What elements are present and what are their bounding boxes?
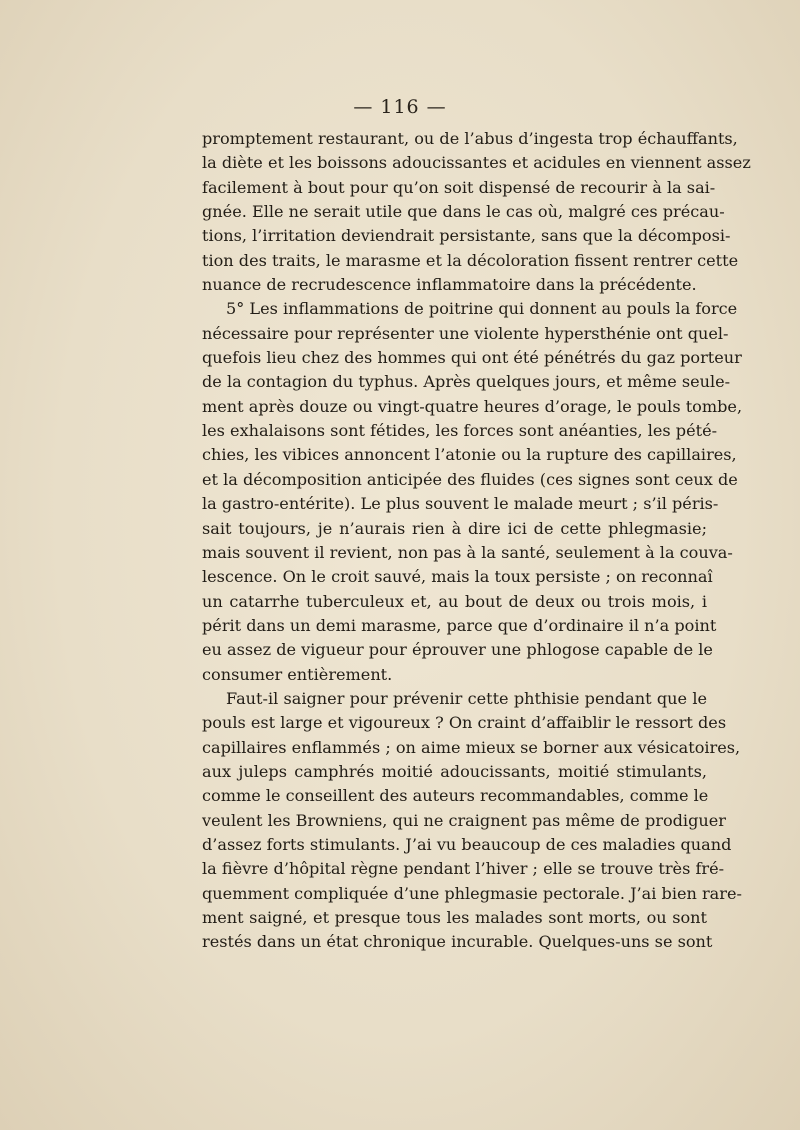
text-line: pouls est large et vigoureux ? On craint d’affaiblir le ressort des: [202, 713, 727, 733]
paragraph: [202, 127, 751, 297]
text-line: aux juleps camphrés moitié adoucissants, moitié stimulants,: [202, 761, 707, 781]
text-line: la gastro-entérite). Le plus souvent le malade meurt ; s’il péris-: [202, 494, 719, 514]
text-line: chies, les vibices annoncent l’atonie ou la rupture des capillaires,: [202, 445, 737, 465]
text-line: nécessaire pour représenter une violente hypersthénie ont quel-: [202, 323, 729, 343]
text-line: ment saigné, et presque tous les malades sont morts, ou sont: [202, 908, 707, 927]
text-line: restés dans un état chronique incurable. Quelques-uns se sont: [202, 932, 713, 952]
text-line: consumer entièrement.: [202, 664, 393, 684]
text-line: et la décomposition anticipée des fluides (ces signes sont ceux de: [202, 469, 738, 489]
text-line: quefois lieu chez des hommes qui ont été pénétrés du gaz porteur: [202, 348, 742, 368]
text-line: tion des traits, le marasme et la décoloration fissent rentrer cette: [202, 250, 739, 270]
text-line: un catarrhe tuberculeux et, au bout de deux ou trois mois, i: [202, 591, 707, 611]
text-line: mais souvent il revient, non pas à la santé, seulement à la couva-: [202, 542, 733, 562]
text-line: périt dans un demi marasme, parce que d’ordinaire il n’a point: [202, 615, 717, 635]
text-line: ment après douze ou vingt-quatre heures d’orage, le pouls tombe,: [202, 396, 743, 416]
text-line: tions, l’irritation deviendrait persistante, sans que la décomposi-: [202, 226, 731, 246]
text-line: facilement à bout pour qu’on soit dispensé de recourir à la sai-: [202, 177, 716, 197]
page-number: — 116 —: [353, 96, 447, 118]
text-line: promptement restaurant, ou de l’abus d’ingesta trop échauffants,: [202, 129, 738, 148]
text-line: lescence. On le croit sauvé, mais la toux persiste ; on reconnaî: [202, 567, 713, 587]
text-line: comme le conseillent des auteurs recommandables, comme le: [202, 786, 709, 806]
text-line: gnée. Elle ne serait utile que dans le cas où, malgré ces précau-: [202, 202, 725, 222]
text-line: de la contagion du typhus. Après quelques jours, et même seule-: [202, 372, 731, 392]
text-line: nuance de recrudescence inflammatoire dans la précédente.: [202, 275, 697, 295]
text-line: les exhalaisons sont fétides, les forces sont anéanties, les pété-: [202, 421, 718, 441]
text-line: Faut-il saigner pour prévenir cette phthisie pendant que le: [226, 688, 707, 708]
text-line: eu assez de vigueur pour éprouver une phlogose capable de le: [202, 640, 713, 660]
text-line: 5° Les inflammations de poitrine qui donnent au pouls la force: [226, 299, 738, 319]
text-line: d’assez forts stimulants. J’ai vu beaucoup de ces maladies quand: [202, 834, 732, 854]
text-line: capillaires enflammés ; on aime mieux se borner aux vésicatoires,: [202, 737, 741, 757]
text-line: la diète et les boissons adoucissantes et acidules en viennent assez: [202, 153, 751, 173]
paragraph: [202, 687, 742, 955]
paragraph: [202, 297, 743, 687]
text-line: quemment compliquée d’une phlegmasie pectorale. J’ai bien rare-: [202, 883, 742, 903]
text-line: la fièvre d’hôpital règne pendant l’hiver ; elle se trouve très fré-: [202, 859, 725, 879]
text-line: sait toujours, je n’aurais rien à dire ici de cette phlegmasie;: [202, 518, 707, 538]
text-line: veulent les Browniens, qui ne craignent pas même de prodiguer: [202, 810, 726, 830]
body-text: [202, 127, 751, 955]
